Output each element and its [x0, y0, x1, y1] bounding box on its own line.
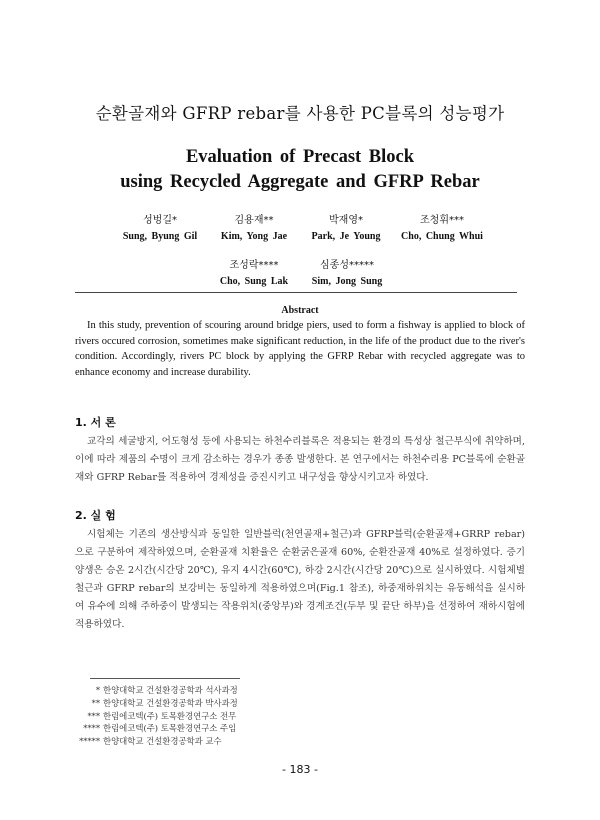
footnotes — [72, 684, 292, 748]
author-name-ko: 조청휘*** — [420, 215, 464, 226]
korean-title: 순환골재와 GFRP rebar를 사용한 PC블록의 성능평가 — [95, 104, 505, 123]
section-1-body — [75, 433, 525, 487]
footnote-2: ** 한양대학교 건설환경공학과 박사과정 — [91, 697, 238, 708]
author-name-en: Cho, Sung Lak — [219, 276, 289, 287]
section-1-text: 교각의 세굴방지, 어도형성 등에 사용되는 하천수리블록은 적용되는 환경의 특성상 철근부식에 취약하며, 이에 따라 제품의 수명이 크게 감소하는 경우가 종종 발생한다. 본 연구에서는 하천수리용 PC블록에 순환골재와 GFRP Rebar를 적용하여 경제성을 증진시키고 내구성을 향상시키고자 하였다. — [75, 436, 525, 483]
section-1-heading: 1. 서 론 — [75, 416, 116, 429]
author-name-ko: 조성락**** — [229, 260, 279, 271]
section-2-text: 시험체는 기존의 생산방식과 동일한 일반블럭(천연골재+철근)과 GFRP블럭(순환골재+GRRP rebar)으로 구분하여 제작하였으며, 순환골재 치환율은 순환굵은골재 60%, 순환잔골재 40%로 설정하였다. 증기양생은 승온 2시간(시간당 20℃), 유지 4시간(60℃), 하강 2시간(시간당 20℃)으로 실시하였다. 시험체별 철근과 GFRP rebar의 보강비는 동일하게 적용하였으며(Fig.1 참조), 하중재하위치는 유동해석을 실시하여 유수에 의해 주하중이 발생되는 작용위치(중앙부)와 경계조건(두부 및 끝단 하부)을 선정하여 재하시험에 적용하였다. — [75, 529, 525, 630]
author-name-en: Sim, Jong Sung — [311, 276, 383, 287]
english-title-line-2: using Recycled Aggregate and GFRP Rebar — [120, 172, 480, 192]
abstract-body — [75, 318, 525, 380]
author-name-ko: 심종성***** — [320, 260, 374, 271]
author-4 — [377, 211, 507, 242]
footnote-divider — [90, 678, 240, 679]
section-2-heading: 2. 실 험 — [75, 509, 116, 522]
section-2-body — [75, 526, 525, 634]
footnote-5: ***** 한양대학교 건설환경공학과 교수 — [79, 736, 222, 747]
author-name-en: Park, Je Young — [311, 231, 381, 242]
author-name-en: Sung, Byung Gil — [122, 231, 198, 242]
author-name-ko: 박재영* — [329, 215, 363, 226]
author-6 — [282, 256, 412, 287]
english-title-line-1: Evaluation of Precast Block — [185, 147, 415, 167]
footnote-4: **** 한림에코텍(주) 토목환경연구소 주임 — [83, 723, 237, 734]
abstract-divider — [75, 292, 517, 293]
footnote-3: *** 한림에코텍(주) 토목환경연구소 전무 — [87, 710, 237, 721]
footnote-1: * 한양대학교 건설환경공학과 석사과정 — [95, 685, 238, 695]
abstract-heading: Abstract — [281, 305, 319, 316]
author-name-en: Kim, Yong Jae — [220, 231, 288, 242]
abstract-text: In this study, prevention of scouring around bridge piers, used to form a fishway is applied to block of rivers occured corrosion, sometimes make significant reduction, in the life of the product due to the river's condition. Accordingly, rivers PC block by applying the GFRP Rebar with recycled aggregate was to enhance economy and increase durability. — [75, 320, 525, 378]
author-name-en: Cho, Chung Whui — [401, 231, 483, 242]
page-number: - 183 - — [282, 763, 318, 776]
author-name-ko: 김용재** — [234, 215, 274, 226]
author-name-ko: 성벙길* — [143, 215, 177, 226]
